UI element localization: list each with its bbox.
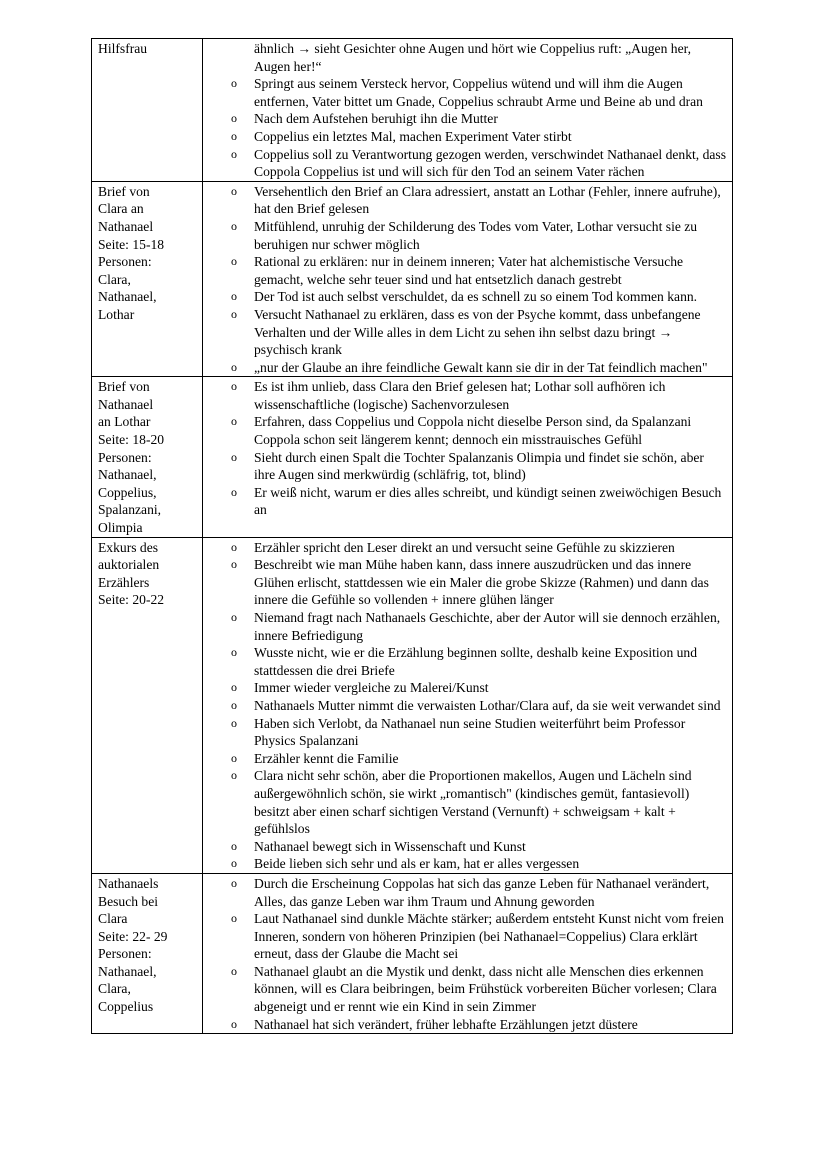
section-label-line: Besuch bei [98,893,159,909]
list-item: o Er weiß nicht, warum er dies alles schreibt, und kündigt seinen zweiwöchigen Besuch an [203,484,726,519]
section-label-cell [92,377,203,537]
list-item: o Immer wieder vergleiche zu Malerei/Kunst [203,679,726,697]
list-item: o „nur der Glaube an ihre feindliche Gewalt kann sie dir in der Tat feindlich machen" [203,359,726,377]
list-item: o Erfahren, dass Coppelius und Coppola nicht dieselbe Person sind, da Spalanzani Coppola schon seit längerem kennt; dennoch ein misstrauisches Gefühl [203,413,726,448]
section-notes-cell [203,377,733,537]
bullet-list [203,875,726,1033]
section-label-line: Personen: [98,254,152,270]
list-item: o Versucht Nathanael zu erklären, dass es von der Psyche kommt, dass unbefangene Verhalten und der Wille alles in dem Licht zu sehen ihn selbst dazu bringt → psychisch krank [203,306,726,359]
list-item: o Haben sich Verlobt, da Nathanael nun seine Studien weiterführt beim Professor Physics Spalanzani [203,715,726,750]
list-item: o Erzähler spricht den Leser direkt an und versucht seine Gefühle zu skizzieren [203,539,726,557]
section-label-line: auktorialen [98,557,160,573]
section-label-line: Erzählers [98,574,150,590]
list-item: o Beide lieben sich sehr und als er kam, hat er alles vergessen [203,855,726,873]
section-label-line: Nathanael, [98,467,157,483]
section-label-line: Lothar [98,306,135,322]
list-item: o Laut Nathanael sind dunkle Mächte stärker; außerdem entsteht Kunst nicht vom freien Inneren, sondern von höheren Prinzipien (bei Nathanael=Coppelius) Clara erklärt erneut, dass der Glaube die Macht sei [203,910,726,963]
list-item: o Niemand fragt nach Nathanaels Geschichte, aber der Autor will sie dennoch erzählen, innere Befriedigung [203,609,726,644]
section-label-line: Spalanzani, [98,502,162,518]
list-item: o Nathanael bewegt sich in Wissenschaft und Kunst [203,838,726,856]
list-item: o Der Tod ist auch selbst verschuldet, da es schnell zu so einem Tod kommen kann. [203,288,726,306]
bullet-list [203,40,726,181]
table-row [92,39,733,182]
list-item: o Mitfühlend, unruhig der Schilderung des Todes vom Vater, Lothar versucht sie zu beruhigen nur schwer möglich [203,218,726,253]
list-item: ähnlich → sieht Gesichter ohne Augen und hört wie Coppelius ruft: „Augen her, Augen her!“ [254,41,691,74]
section-label-cell [92,181,203,377]
section-notes-cell [203,39,733,182]
list-item: o Durch die Erscheinung Coppolas hat sich das ganze Leben für Nathanael verändert, Alles, das ganze Leben war ihm Traum und Ahnung geworden [203,875,726,910]
list-item: o Coppelius ein letztes Mal, machen Experiment Vater stirbt [203,128,726,146]
section-label-line: Hilfsfrau [98,41,148,56]
section-label-cell [92,873,203,1033]
section-label-line: Personen: [98,449,152,465]
section-label-line: Nathanael, [98,963,157,979]
notes-table [91,38,733,1034]
list-item: o Nathanael glaubt an die Mystik und denkt, dass nicht alle Menschen dies erkennen können, will es Clara beibringen, beim Frühstück vorbereiten Bücher vorlesen; Clara abgeneigt und er rennt wie ein Kind in sein Zimmer [203,963,726,1016]
section-label-line: Seite: 18-20 [98,432,165,448]
table-row [92,377,733,537]
list-item: o Springt aus seinem Versteck hervor, Coppelius wütend und will ihm die Augen entfernen, Vater bittet um Gnade, Coppelius schraubt Arme und Beine ab und dran [203,75,726,110]
section-label-line: Clara [98,911,128,927]
section-label-line: Olimpia [98,520,143,536]
section-label-line: Brief von [98,379,150,395]
section-label-line: Nathanaels [98,875,159,891]
list-item: o Rational zu erklären: nur in deinem inneren; Vater hat alchemistische Versuche gemacht, welche sehr teuer sind und hat entsetzlich danach gestrebt [203,253,726,288]
list-item: o Coppelius soll zu Verantwortung gezogen werden, verschwindet Nathanael denkt, dass Coppola Coppelius ist und will sich für den Tod an seinem Vater rächen [203,146,726,181]
bullet-list [203,183,726,377]
section-label-cell [92,39,203,182]
bullet-list [203,378,726,519]
section-label-line: Coppelius, [98,484,157,500]
section-label-line: Exkurs des [98,539,159,555]
section-notes-cell [203,537,733,873]
list-item: o Nathanael hat sich verändert, früher lebhafte Erzählungen jetzt düstere [203,1016,726,1034]
table-row [92,537,733,873]
list-item: o Sieht durch einen Spalt die Tochter Spalanzanis Olimpia und findet sie schön, aber ihre Augen sind merkwürdig (schläfrig, tot, blind) [203,449,726,484]
bullet-list [203,539,726,873]
section-notes-cell [203,873,733,1033]
section-label-line: an Lothar [98,414,151,430]
section-label-line: Clara, [98,271,131,287]
section-label-line: Seite: 22- 29 [98,928,168,944]
list-item: o Wusste nicht, wie er die Erzählung beginnen sollte, deshalb keine Exposition und stattdessen die drei Briefe [203,644,726,679]
section-label-line: Clara an [98,201,144,217]
section-label-line: Seite: 15-18 [98,236,165,252]
table-row [92,181,733,377]
list-item: o Nathanaels Mutter nimmt die verwaisten Lothar/Clara auf, da sie weit verwandet sind [203,697,726,715]
section-label-line: Seite: 20-22 [98,592,165,608]
section-label-line: Brief von [98,183,150,199]
list-item: o Beschreibt wie man Mühe haben kann, dass innere auszudrücken und das innere Glühen erlischt, stattdessen wie ein Maler die grobe Skizze (Rahmen) und dann das innere die Gefühle so vollenden + innere glühen länger [203,556,726,609]
section-label-line: Nathanael [98,218,154,234]
list-item: o Clara nicht sehr schön, aber die Proportionen makellos, Augen und Lächeln sind außergewöhnlich schön, sie wirkt „romantisch" (kindisches gemüt, fantasievoll) besitzt aber einen scharf sichtigen Verstand (Vernunft) + schweigsam + kalt + gefühlslos [203,767,726,837]
section-label-line: Nathanael, [98,289,157,305]
section-label-line: Nathanael [98,396,154,412]
section-label-line: Clara, [98,981,131,997]
list-item: o Erzähler kennt die Familie [203,750,726,768]
section-label-line: Personen: [98,946,152,962]
section-label-line: Coppelius [98,999,154,1015]
table-row [92,873,733,1033]
section-label-cell [92,537,203,873]
list-item: o Nach dem Aufstehen beruhigt ihn die Mutter [203,110,726,128]
section-notes-cell [203,181,733,377]
list-item: o Es ist ihm unlieb, dass Clara den Brief gelesen hat; Lothar soll aufhören ich wissenschaftliche (logische) Sachenvorzulesen [203,378,726,413]
notes-table-body [92,39,733,1034]
list-item: o Versehentlich den Brief an Clara adressiert, anstatt an Lothar (Fehler, innere aufruhe), hat den Brief gelesen [203,183,726,218]
